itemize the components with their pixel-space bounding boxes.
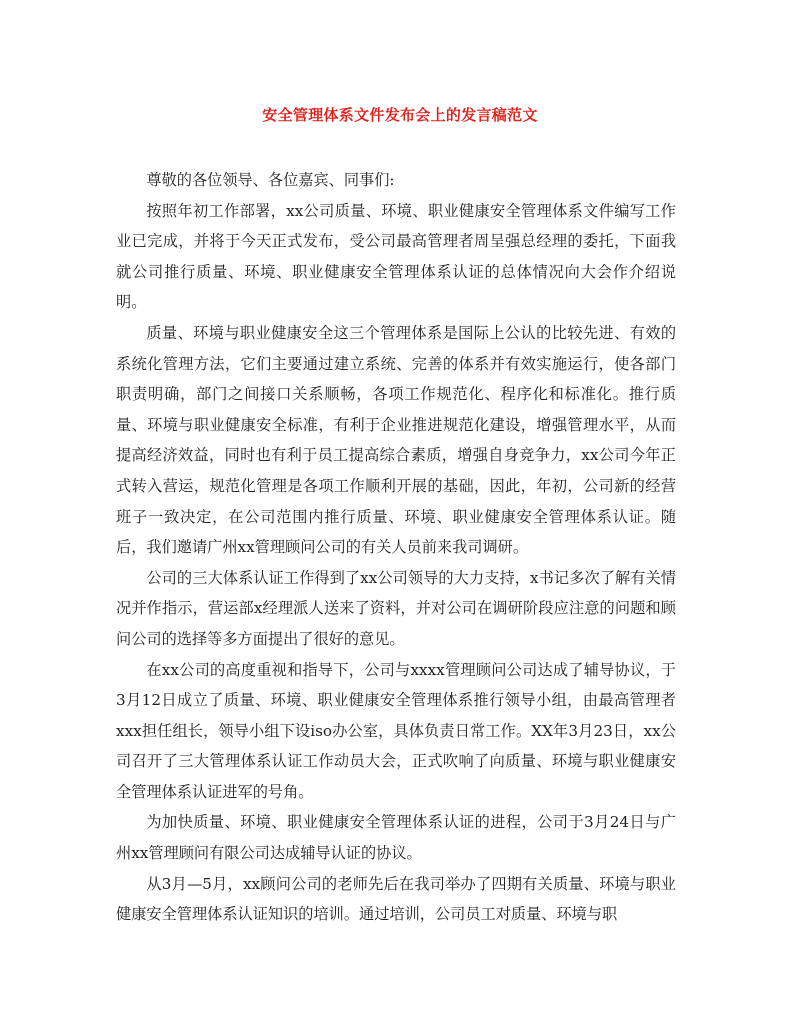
body-paragraph: 公司的三大体系认证工作得到了xx公司领导的大力支持，x书记多次了解有关情况并作指示，营运部x经理派人送来了资料，并对公司在调研阶段应注意的问题和顾问公司的选择等多方面提出了很好的意见。 (116, 568, 676, 648)
body-paragraph: 在xx公司的高度重视和指导下，公司与xxxx管理顾问公司达成了辅导协议，于3月12日成立了质量、环境、职业健康安全管理体系推行领导小组，由最高管理者xxx担任组长，领导小组下设iso办公室，具体负责日常工作。XX年3月23日，xx公司召开了三大管理体系认证工作动员大会，正式吹响了向质量、环境与职业健康安全管理体系认证进军的号角。 (116, 660, 676, 801)
body-paragraph: 从3月—5月，xx顾问公司的老师先后在我司举办了四期有关质量、环境与职业健康安全管理体系认证知识的培训。通过培训，公司员工对质量、环境与职 (116, 874, 676, 924)
greeting-paragraph: 尊敬的各位领导、各位嘉宾、同事们: (146, 171, 395, 189)
body-paragraph: 按照年初工作部署，xx公司质量、环境、职业健康安全管理体系文件编写工作业已完成，并将于今天正式发布，受公司最高管理者周呈强总经理的委托，下面我就公司推行质量、环境、职业健康安全管理体系认证的总体情况向大会作介绍说明。 (116, 201, 676, 312)
body-paragraph: 质量、环境与职业健康安全这三个管理体系是国际上公认的比较先进、有效的系统化管理方法，它们主要通过建立系统、完善的体系并有效实施运行，使各部门职责明确，部门之间接口关系顺畅，各项工作规范化、程序化和标准化。推行质量、环境与职业健康安全标准，有利于企业推进规范化建设，增强管理水平，从而提高经济效益，同时也有利于员工提高综合素质，增强自身竞争力，xx公司今年正式转入营运，规范化管理是各项工作顺利开展的基础，因此，年初，公司新的经营班子一致决定，在公司范围内推行质量、环境、职业健康安全管理体系认证。随后，我们邀请广州xx管理顾问公司的有关人员前来我司调研。 (116, 323, 676, 557)
body-paragraph: 为加快质量、环境、职业健康安全管理体系认证的进程，公司于3月24日与广州xx管理顾问有限公司达成辅导认证的协议。 (116, 813, 676, 863)
document-title: 安全管理体系文件发布会上的发言稿范文 (262, 106, 538, 124)
document-body (116, 165, 676, 930)
